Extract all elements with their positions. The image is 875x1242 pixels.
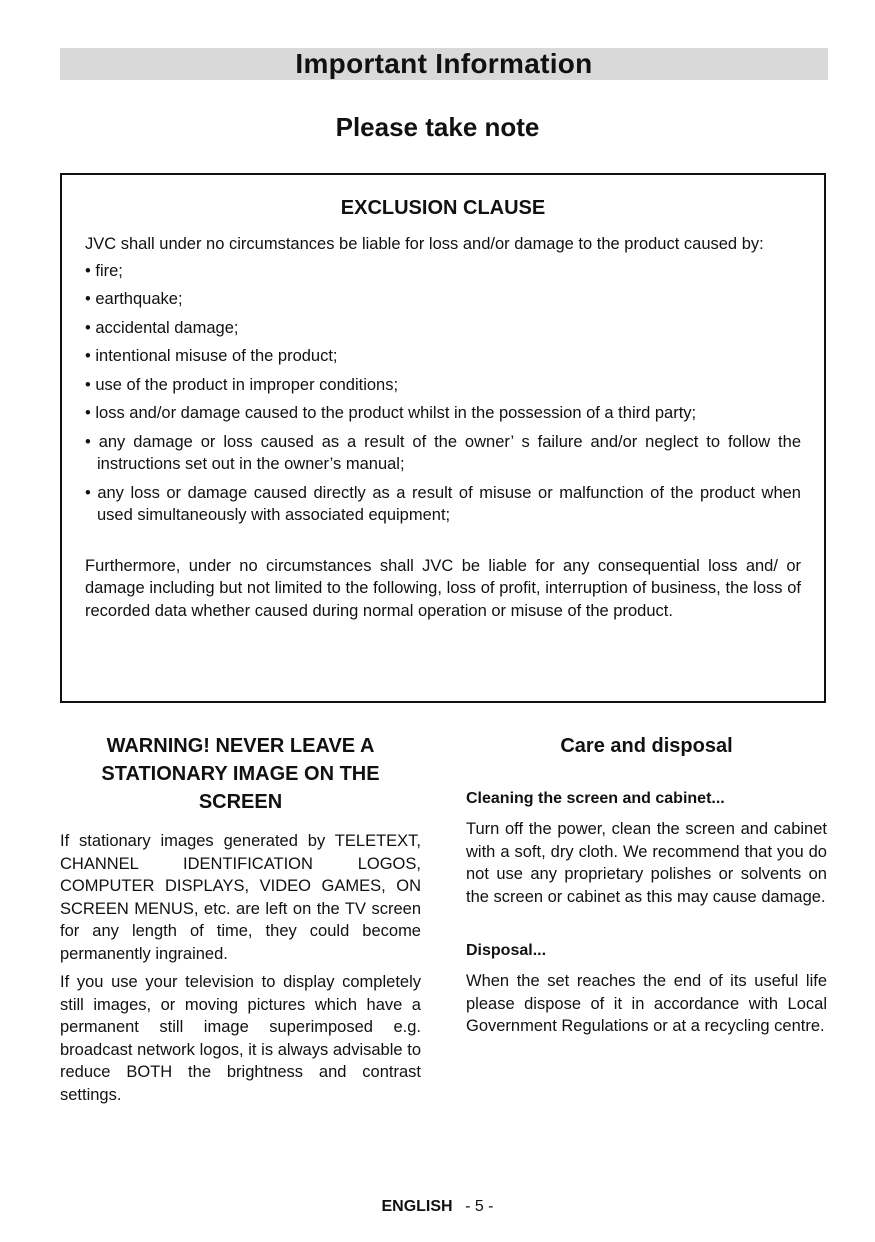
warning-paragraph-2: If you use your television to display completely still images, or moving pictures which have a permanent still image superimposed e.g. broadcast network logos, it is always advisable to reduce BOTH the brightness and contrast settings.	[60, 973, 421, 1104]
disposal-heading: Disposal...	[466, 942, 547, 959]
list-item: • any damage or loss caused as a result of the owner’ s failure and/or neglect to follow the instructions set out in the owner’s manual;	[85, 431, 801, 476]
page-subtitle: Please take note	[335, 112, 540, 142]
page-footer	[0, 1196, 875, 1218]
list-item: • intentional misuse of the product;	[85, 345, 801, 368]
warning-heading: WARNING! NEVER LEAVE A STATIONARY IMAGE ON THE SCREEN	[101, 735, 380, 813]
warning-paragraph-1: If stationary images generated by TELETEXT, CHANNEL IDENTIFICATION LOGOS, COMPUTER DISPLAYS, VIDEO GAMES, ON SCREEN MENUS, etc. are left on the TV screen for any length of time, they could become permanently ingrained.	[60, 832, 421, 963]
disposal-text: When the set reaches the end of its useful life please dispose of it in accordance with Local Government Regulations or at a recycling centre.	[466, 972, 827, 1035]
warning-section	[60, 732, 421, 1112]
page-number: - 5 -	[465, 1198, 494, 1215]
footer-language: ENGLISH	[381, 1198, 453, 1215]
care-section	[466, 732, 827, 1044]
exclusion-list	[85, 260, 801, 527]
exclusion-clause-box	[60, 173, 826, 703]
care-heading: Care and disposal	[560, 735, 733, 757]
exclusion-heading: EXCLUSION CLAUSE	[340, 197, 546, 219]
list-item: • fire;	[85, 260, 801, 283]
list-item: • accidental damage;	[85, 317, 801, 340]
cleaning-text: Turn off the power, clean the screen and cabinet with a soft, dry cloth. We recommend that you do not use any proprietary polishes or solvents on the screen or cabinet as this may cause damage.	[466, 820, 827, 906]
header-bar	[60, 48, 828, 80]
exclusion-furthermore: Furthermore, under no circumstances shall JVC be liable for any consequential loss and/ or damage including but not limited to the following, loss of profit, interruption of business, the loss of recorded data whether caused during normal operation or misuse of the product.	[85, 556, 801, 620]
cleaning-heading: Cleaning the screen and cabinet...	[466, 790, 725, 807]
page-title: Important Information	[295, 48, 593, 79]
list-item: • use of the product in improper conditions;	[85, 374, 801, 397]
list-item: • any loss or damage caused directly as a result of misuse or malfunction of the product when used simultaneously with associated equipment;	[85, 482, 801, 527]
list-item: • earthquake;	[85, 288, 801, 311]
exclusion-intro: JVC shall under no circumstances be liable for loss and/or damage to the product caused by:	[85, 235, 764, 253]
list-item: • loss and/or damage caused to the product whilst in the possession of a third party;	[85, 402, 801, 425]
